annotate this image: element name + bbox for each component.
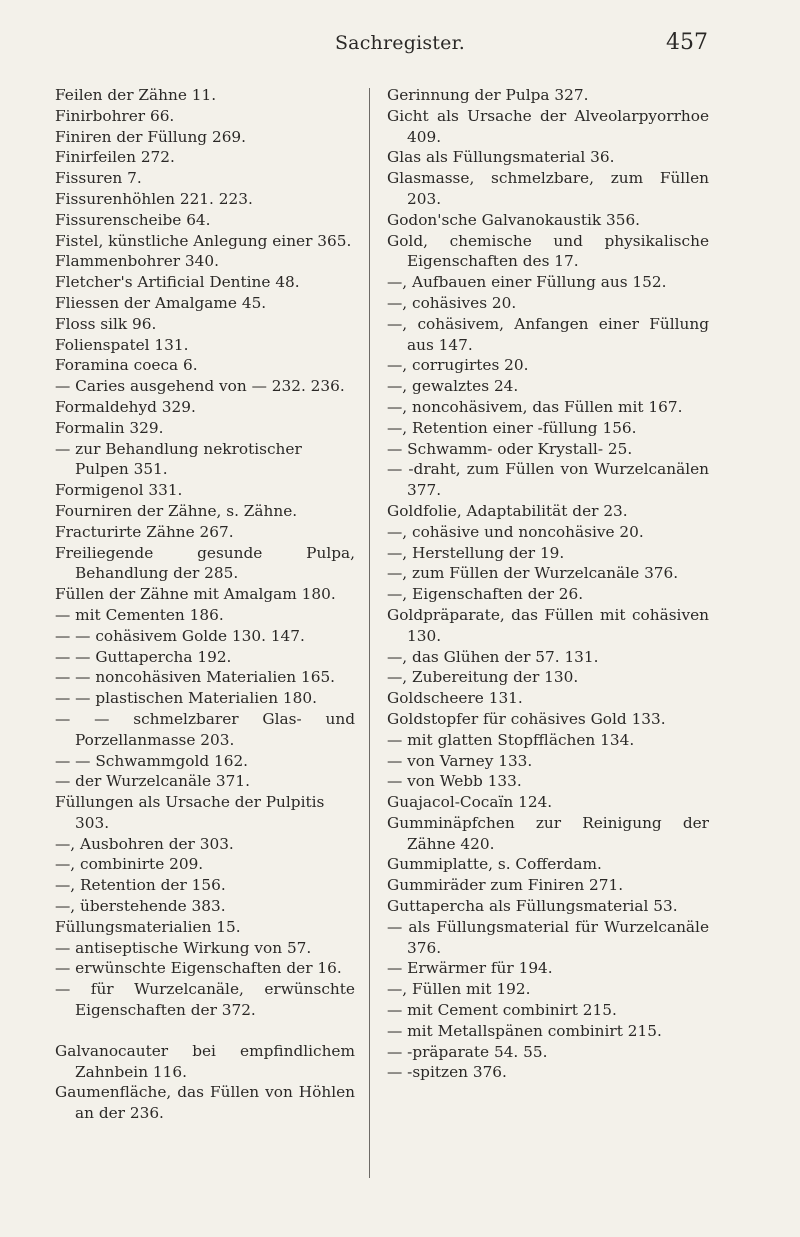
- index-entry: —, Ausbohren der 303.: [55, 834, 234, 853]
- column-divider: [369, 88, 370, 1178]
- index-entry: —, combinirte 209.: [55, 855, 204, 874]
- index-entry: Fracturirte Zähne 267.: [55, 522, 234, 541]
- index-entry: —, Retention der 156.: [55, 876, 226, 895]
- index-entry: —, gewalztes 24.: [387, 377, 519, 396]
- index-entry: Glas als Füllungsmaterial 36.: [387, 148, 615, 167]
- index-entry: —, noncohäsivem, das Füllen mit 167.: [387, 397, 683, 416]
- index-entry: Feilen der Zähne 11.: [55, 86, 217, 104]
- index-entry: — -präparate 54. 55.: [387, 1042, 548, 1061]
- index-entry: — — Schwammgold 162.: [55, 751, 249, 770]
- index-entry: —, Herstellung der 19.: [387, 543, 565, 562]
- index-entry: Füllen der Zähne mit Amalgam 180.: [55, 585, 336, 604]
- index-entry: —, Retention einer -füllung 156.: [387, 418, 637, 437]
- index-entry: Finirfeilen 272.: [55, 148, 175, 167]
- index-column-left: [55, 85, 355, 1124]
- index-entry: Goldscheere 131.: [387, 689, 523, 708]
- index-entry: — mit Cementen 186.: [55, 605, 224, 624]
- index-entry: Gummiplatte, s. Cofferdam.: [387, 855, 602, 874]
- index-entry: Fliessen der Amalgame 45.: [55, 293, 267, 312]
- index-entry: Finiren der Füllung 269.: [55, 127, 247, 146]
- index-entry: —, zum Füllen der Wurzelcanäle 376.: [387, 564, 679, 583]
- index-entry: Gold, chemische und physikalische Eigenschaften des 17.: [387, 231, 709, 271]
- index-entry: Godon'sche Galvanokaustik 356.: [387, 210, 641, 229]
- index-entry: Formigenol 331.: [55, 481, 183, 500]
- index-entry: — mit Metallspänen combinirt 215.: [387, 1021, 662, 1040]
- index-entry: — mit Cement combinirt 215.: [387, 1001, 617, 1020]
- index-entry: —, Aufbauen einer Füllung aus 152.: [387, 273, 667, 292]
- index-column-right: [387, 85, 709, 1083]
- index-entry: —, Zubereitung der 130.: [387, 668, 579, 687]
- index-entry: — — noncohäsiven Materialien 165.: [55, 668, 336, 687]
- index-entry: Floss silk 96.: [55, 314, 157, 333]
- index-entry: Gaumenfläche, das Füllen von Höhlen an der 236.: [55, 1083, 355, 1123]
- page-number: 457: [666, 30, 708, 55]
- index-entry: — — plastischen Materialien 180.: [55, 689, 317, 708]
- index-entry: Gerinnung der Pulpa 327.: [387, 86, 589, 104]
- index-entry: — von Webb 133.: [387, 772, 522, 791]
- index-entry: — von Varney 133.: [387, 751, 533, 770]
- index-entry: —, Eigenschaften der 26.: [387, 585, 584, 604]
- index-entry: — Erwärmer für 194.: [387, 959, 553, 978]
- index-entry: Fissurenhöhlen 221. 223.: [55, 189, 253, 208]
- index-entry: —, das Glühen der 57. 131.: [387, 647, 599, 666]
- index-entry: — für Wurzelcanäle, erwünschte Eigenschaften der 372.: [55, 980, 355, 1020]
- index-entry: —, cohäsive und noncohäsive 20.: [387, 522, 644, 541]
- index-entry: — zur Behandlung nekrotischer Pulpen 351.: [55, 439, 302, 479]
- index-entry: —, Füllen mit 192.: [387, 980, 531, 999]
- index-entry: Füllungen als Ursache der Pulpitis 303.: [55, 793, 325, 832]
- index-entry: —, überstehende 383.: [55, 897, 226, 916]
- index-entry: Goldpräparate, das Füllen mit cohäsiven 130.: [387, 605, 709, 645]
- index-entry: — — schmelzbarer Glas- und Porzellanmasse 203.: [55, 709, 355, 749]
- index-entry: Galvanocauter bei empfindlichem Zahnbein 116.: [55, 1041, 355, 1081]
- index-entry: Guttapercha als Füllungsmaterial 53.: [387, 897, 678, 916]
- index-entry: — als Füllungsmaterial für Wurzelcanäle 376.: [387, 917, 709, 957]
- page-header: [0, 30, 800, 60]
- index-entry: — -draht, zum Füllen von Wurzelcanälen 377.: [387, 460, 709, 500]
- index-entry: Fissuren 7.: [55, 169, 142, 188]
- index-entry: — — cohäsivem Golde 130. 147.: [55, 626, 305, 645]
- index-entry: — Schwamm- oder Krystall- 25.: [387, 439, 633, 458]
- index-entry: Gicht als Ursache der Alveolarpyorrhoe 409.: [387, 106, 709, 146]
- index-entry: Flammenbohrer 340.: [55, 252, 219, 271]
- index-entry: Fissurenscheibe 64.: [55, 210, 211, 229]
- index-entry: Guajacol-Cocaïn 124.: [387, 793, 553, 812]
- index-entry: Fletcher's Artificial Dentine 48.: [55, 273, 300, 292]
- index-entry: Gummiräder zum Finiren 271.: [387, 876, 624, 895]
- index-entry: Goldstopfer für cohäsives Gold 133.: [387, 709, 666, 728]
- index-entry: Freiliegende gesunde Pulpa, Behandlung der 285.: [55, 543, 355, 583]
- index-entry: Folienspatel 131.: [55, 335, 189, 354]
- index-entry: Gumminäpfchen zur Reinigung der Zähne 420.: [387, 813, 709, 853]
- index-entry: Finirbohrer 66.: [55, 106, 175, 125]
- index-entry: — Caries ausgehend von — 232. 236.: [55, 377, 345, 396]
- index-entry: Glasmasse, schmelzbare, zum Füllen 203.: [387, 169, 709, 208]
- index-entry: — antiseptische Wirkung von 57.: [55, 938, 312, 957]
- index-entry: Foramina coeca 6.: [55, 356, 198, 375]
- index-entry: Goldfolie, Adaptabilität der 23.: [387, 501, 628, 520]
- index-entry: —, corrugirtes 20.: [387, 356, 529, 375]
- index-entry: Füllungsmaterialien 15.: [55, 917, 241, 936]
- index-entry: —, cohäsivem, Anfangen einer Füllung aus 147.: [387, 314, 709, 354]
- index-entry: — erwünschte Eigenschaften der 16.: [55, 959, 342, 978]
- index-entry: — — Guttapercha 192.: [55, 647, 232, 666]
- index-entry: —, cohäsives 20.: [387, 293, 517, 312]
- index-entry: Fourniren der Zähne, s. Zähne.: [55, 501, 298, 520]
- index-entry: Formaldehyd 329.: [55, 397, 196, 416]
- index-entry: Formalin 329.: [55, 418, 164, 437]
- index-entry: Fistel, künstliche Anlegung einer 365.: [55, 231, 352, 250]
- index-entry: — mit glatten Stopfflächen 134.: [387, 730, 635, 749]
- running-title: Sachregister.: [334, 32, 466, 54]
- index-entry: — der Wurzelcanäle 371.: [55, 772, 250, 791]
- index-entry: — -spitzen 376.: [387, 1063, 507, 1082]
